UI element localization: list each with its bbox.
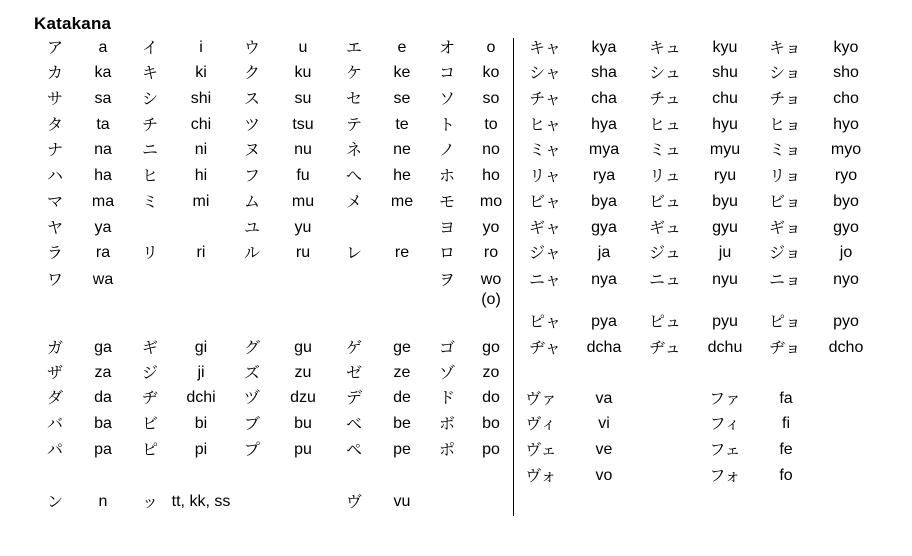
katakana-char: セ [345,89,362,108]
katakana-char: デ [345,388,362,407]
romaji-label: i [199,39,203,56]
katakana-combo: ギャ [528,218,561,237]
katakana-char: ギ [141,338,158,357]
romaji-label: pyu [712,313,738,330]
katakana-char: ウ [243,38,260,57]
romaji-label: re [394,244,410,261]
katakana-combo: ヒャ [528,115,561,134]
romaji-label: sha [591,64,617,81]
katakana-char: ガ [46,338,63,357]
romaji-label: hyu [712,116,738,133]
katakana-combo: リャ [529,166,561,185]
romaji-label: dzu [290,389,316,406]
katakana-char: ド [438,388,455,407]
katakana-char: ツ [243,115,260,134]
romaji-label: hi [194,167,208,184]
katakana-char: ブ [243,414,260,433]
romaji-label: fa [779,390,793,407]
katakana-combo: ヴォ [525,466,557,485]
romaji-label: dcho [828,339,864,356]
katakana-char: イ [141,38,158,57]
katakana-char: ポ [438,440,455,459]
romaji-label: mi [192,193,210,210]
romaji-label: fi [782,415,790,432]
romaji-label: pe [393,441,411,458]
katakana-combo: フィ [709,414,741,433]
katakana-char: グ [243,338,260,357]
katakana-char: ワ [46,270,63,289]
romaji-label: tsu [292,116,314,133]
romaji-label: o [486,39,496,56]
katakana-combo: フェ [709,440,741,459]
romaji-label: ke [393,64,411,81]
katakana-combo: ニョ [768,270,801,289]
romaji-label: ta [96,116,110,133]
katakana-combo: ヒョ [768,115,801,134]
katakana-char: ユ [243,218,260,237]
romaji-label: chi [190,116,212,133]
romaji-label: fo [779,467,793,484]
katakana-char: ズ [243,363,260,382]
katakana-char: リ [141,243,158,262]
romaji-label: bu [294,415,312,432]
romaji-alt-label: (o) [481,291,501,308]
romaji-label: ju [718,244,732,261]
romaji-label: mu [291,193,315,210]
romaji-label: ri [196,244,206,261]
katakana-combo: ヂュ [649,338,681,357]
romaji-label: ba [94,415,112,432]
page-title: Katakana [34,14,112,33]
romaji-label: ko [482,64,500,81]
katakana-char: ニ [141,140,158,159]
romaji-label: ka [94,64,112,81]
romaji-label: he [393,167,411,184]
katakana-combo: ヒュ [648,115,681,134]
katakana-combo: フォ [709,466,741,485]
romaji-label: hya [591,116,617,133]
romaji-label: gyo [833,219,859,236]
katakana-char: ラ [46,243,63,262]
katakana-char: チ [141,115,158,134]
romaji-label: te [395,116,409,133]
katakana-combo: ビャ [528,192,561,211]
katakana-char: メ [345,192,362,211]
katakana-char: モ [438,192,455,211]
romaji-label: ni [194,141,208,158]
romaji-label: be [393,415,411,432]
romaji-label: ra [95,244,111,261]
katakana-combo: ショ [769,63,801,82]
romaji-label: gi [194,339,208,356]
romaji-label: kyu [712,39,738,56]
romaji-label: byo [833,193,859,210]
romaji-label: mo [479,193,503,210]
katakana-combo: ジョ [769,243,801,262]
katakana-char: ゼ [345,363,362,382]
romaji-label: nya [591,271,617,288]
romaji-label: ro [483,244,499,261]
romaji-label: kya [591,39,617,56]
romaji-label: byu [712,193,738,210]
katakana-combo: ジュ [649,243,681,262]
katakana-char: コ [438,63,455,82]
romaji-label: nyu [712,271,738,288]
romaji-label: pya [591,313,617,330]
romaji-label: cha [591,90,617,107]
katakana-char: ア [46,38,63,57]
katakana-combo: チャ [529,89,561,108]
romaji-label: fu [296,167,310,184]
romaji-label: na [94,141,112,158]
katakana-char: ヒ [141,166,158,185]
katakana-char: ベ [345,414,362,433]
katakana-char: ナ [46,140,63,159]
romaji-label: chu [712,90,738,107]
romaji-label: ge [393,339,411,356]
romaji-label: ki [195,64,207,81]
katakana-char: パ [46,440,63,459]
romaji-label: vu [393,493,411,510]
romaji-label: dchu [707,339,743,356]
romaji-label: ryu [713,167,737,184]
romaji-label: shi [190,90,212,107]
romaji-label: vi [598,415,610,432]
romaji-label: de [393,389,411,406]
katakana-char: ゲ [345,338,362,357]
romaji-label: ru [295,244,311,261]
katakana-combo: ピュ [648,312,681,331]
romaji-label: nu [294,141,312,158]
romaji-label: hyo [833,116,859,133]
romaji-label: po [482,441,500,458]
romaji-label: myu [709,141,741,158]
romaji-label: u [298,39,308,56]
romaji-label: pu [294,441,312,458]
romaji-label: ha [94,167,112,184]
katakana-combo: ニャ [528,270,561,289]
romaji-label: ji [197,364,205,381]
romaji-label: bya [591,193,617,210]
katakana-combo: キュ [648,38,681,57]
katakana-char: ノ [438,140,455,159]
romaji-label: do [482,389,500,406]
katakana-combo: シャ [529,63,561,82]
katakana-char: フ [243,166,260,185]
romaji-label: pyo [833,313,859,330]
katakana-combo: リョ [769,166,801,185]
romaji-label: yo [482,219,500,236]
katakana-char: テ [345,115,362,134]
romaji-label: bo [482,415,500,432]
katakana-combo: キョ [768,38,801,57]
romaji-label: so [482,90,500,107]
katakana-char: ボ [438,414,455,433]
romaji-label: ho [482,167,500,184]
katakana-char: ハ [46,166,63,185]
romaji-label: wa [92,271,114,288]
katakana-char: ヂ [141,388,158,407]
katakana-combo: ヂャ [529,338,561,357]
katakana-char: ム [243,192,260,211]
katakana-char: ン [46,492,63,511]
romaji-label: gya [591,219,617,236]
katakana-char: ヤ [46,218,63,237]
katakana-combo: ピャ [528,312,561,331]
katakana-char: ク [243,63,260,82]
katakana-char: ジ [141,363,158,382]
katakana-char: ホ [438,166,455,185]
romaji-label: zo [482,364,500,381]
katakana-char: カ [46,63,63,82]
katakana-char: ヴ [345,492,362,511]
katakana-char: ゴ [438,338,455,357]
romaji-label: vo [595,467,613,484]
katakana-combo: ビュ [648,192,681,211]
romaji-label: bi [194,415,208,432]
romaji-label: ne [393,141,411,158]
romaji-label: se [393,90,411,107]
katakana-combo: リュ [649,166,681,185]
romaji-label: nyo [833,271,859,288]
katakana-combo: ミャ [529,140,561,159]
katakana-combo: ピョ [768,312,801,331]
katakana-char: ト [438,115,455,134]
katakana-char: シ [141,89,158,108]
katakana-char: ヌ [243,140,260,159]
katakana-combo: ヂョ [769,338,801,357]
katakana-char: ゾ [438,363,455,382]
katakana-char: ピ [141,440,158,459]
katakana-char: ペ [345,440,362,459]
katakana-char: ッ [141,492,158,511]
romaji-label: fe [779,441,793,458]
katakana-char: ヅ [243,388,260,407]
romaji-label: jo [839,244,853,261]
katakana-char: ビ [141,414,158,433]
romaji-label: da [94,389,112,406]
romaji-label: dchi [186,389,216,406]
romaji-label: ja [597,244,611,261]
romaji-label: kyo [833,39,859,56]
katakana-char: ス [243,89,260,108]
romaji-label: a [98,39,108,56]
katakana-char: ル [243,243,260,262]
romaji-label: e [397,39,407,56]
katakana-combo: ギュ [648,218,681,237]
katakana-char: ザ [46,363,63,382]
katakana-char: エ [345,38,362,57]
romaji-label: wo [480,271,502,288]
katakana-combo: ミュ [649,140,681,159]
romaji-label: shu [712,64,738,81]
katakana-combo: ニュ [648,270,681,289]
romaji-label: ve [595,441,613,458]
katakana-combo: ミョ [769,140,801,159]
katakana-char: マ [46,192,63,211]
romaji-label: to [484,116,498,133]
katakana-combo: ヴィ [525,414,557,433]
romaji-label: ze [393,364,411,381]
romaji-label: me [390,193,414,210]
katakana-combo: ジャ [529,243,561,262]
romaji-label: pa [94,441,112,458]
romaji-label: myo [830,141,862,158]
romaji-label: gyu [712,219,738,236]
katakana-combo: ビョ [768,192,801,211]
katakana-char: ソ [438,89,455,108]
romaji-label: cho [833,90,859,107]
romaji-label: sho [833,64,859,81]
katakana-char: ダ [46,388,63,407]
romaji-label: n [98,493,108,510]
romaji-label: ga [94,339,112,356]
katakana-combo: ギョ [768,218,801,237]
romaji-label: dcha [586,339,622,356]
romaji-label: gu [294,339,312,356]
romaji-label: su [294,90,312,107]
romaji-label: tt, kk, ss [171,493,231,510]
romaji-label: za [94,364,112,381]
katakana-char: タ [46,115,63,134]
katakana-char: バ [46,414,63,433]
katakana-combo: ファ [709,389,741,408]
katakana-char: ヨ [438,218,455,237]
romaji-label: zu [294,364,312,381]
katakana-char: キ [141,63,158,82]
katakana-combo: シュ [649,63,681,82]
romaji-label: pi [194,441,208,458]
katakana-combo: ヴァ [525,389,557,408]
katakana-char: ロ [438,243,455,262]
katakana-combo: チョ [769,89,801,108]
romaji-label: mya [588,141,620,158]
romaji-label: no [482,141,500,158]
romaji-label: yu [294,219,312,236]
romaji-label: va [595,390,613,407]
romaji-label: go [482,339,500,356]
katakana-combo: キャ [528,38,561,57]
katakana-char: サ [46,89,63,108]
katakana-char: へ [345,166,362,185]
katakana-combo: ヴェ [525,440,557,459]
romaji-label: ma [91,193,115,210]
katakana-char: ミ [141,192,158,211]
romaji-label: rya [592,167,616,184]
katakana-char: オ [438,38,455,57]
romaji-label: ryo [834,167,858,184]
katakana-char: ネ [345,140,362,159]
katakana-char: ヲ [438,270,455,289]
romaji-label: ku [294,64,312,81]
katakana-char: ケ [345,63,362,82]
romaji-label: sa [94,90,112,107]
katakana-char: プ [243,440,260,459]
romaji-label: ya [94,219,112,236]
katakana-char: レ [345,243,362,262]
katakana-combo: チュ [649,89,681,108]
